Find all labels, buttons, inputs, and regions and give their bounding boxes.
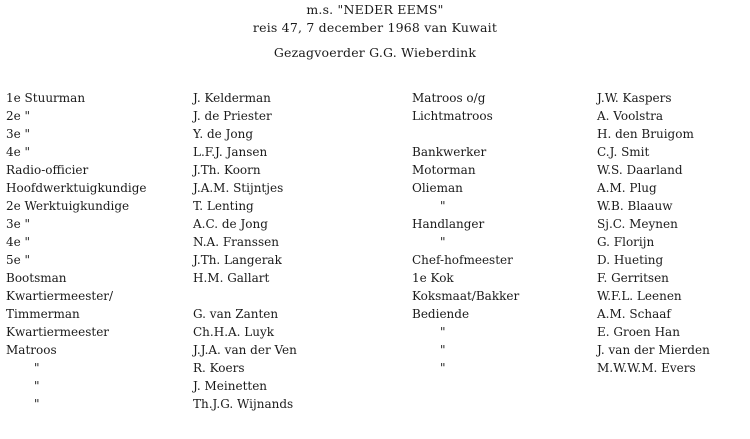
captain-line: Gezagvoerder G.G. Wieberdink — [273, 45, 477, 60]
crew-role: 1e Kok — [412, 271, 454, 285]
crew-role: " — [34, 397, 40, 411]
crew-name: D. Hueting — [597, 253, 664, 267]
crew-name: Sj.C. Meynen — [597, 217, 678, 231]
crew-name: J.J.A. van der Ven — [193, 343, 297, 357]
crew-name: F. Gerritsen — [597, 271, 669, 285]
crew-name: J. de Priester — [193, 109, 272, 123]
crew-role: 4e " — [6, 235, 31, 249]
crew-name: L.F.J. Jansen — [193, 145, 268, 159]
crew-role: 3e " — [6, 127, 31, 141]
crew-name: A. Voolstra — [597, 109, 664, 123]
crew-name: G. van Zanten — [193, 307, 279, 321]
crew-name: E. Groen Han — [597, 325, 680, 339]
crew-role: Bediende — [412, 307, 470, 321]
crew-role: 2e Werktuigkundige — [6, 199, 130, 213]
crew-name: J.Th. Langerak — [193, 253, 282, 267]
crew-role: Lichtmatroos — [412, 109, 493, 123]
crew-role: Bankwerker — [412, 145, 487, 159]
crew-name: J. Meinetten — [193, 379, 268, 393]
crew-role: " — [440, 361, 446, 375]
crew-name: G. Florijn — [597, 235, 655, 249]
crew-name: H.M. Gallart — [193, 271, 270, 285]
crew-name: W.B. Blaauw — [597, 199, 673, 213]
crew-role: 1e Stuurman — [6, 91, 86, 105]
crew-role: " — [440, 343, 446, 357]
crew-role: Olieman — [412, 181, 463, 195]
crew-name: W.F.L. Leenen — [597, 289, 682, 303]
crew-name: C.J. Smit — [597, 145, 650, 159]
crew-role: Handlanger — [412, 217, 485, 231]
crew-role: Timmerman — [6, 307, 80, 321]
crew-role: " — [440, 325, 446, 339]
crew-role: 4e " — [6, 145, 31, 159]
crew-name: A.M. Schaaf — [597, 307, 671, 321]
crew-name: T. Lenting — [193, 199, 254, 213]
crew-name: W.S. Daarland — [597, 163, 683, 177]
crew-role: 5e " — [6, 253, 31, 267]
crew-role: 3e " — [6, 217, 31, 231]
crew-role: Radio-officier — [6, 163, 89, 177]
crew-role: Matroos o/g — [412, 91, 486, 105]
crew-role: Kwartiermeester — [6, 325, 110, 339]
crew-name: Th.J.G. Wijnands — [193, 397, 294, 411]
crew-role: Hoofdwerktuigkundige — [6, 181, 147, 195]
crew-name: A.C. de Jong — [193, 217, 268, 231]
crew-role: Chef-hofmeester — [412, 253, 513, 267]
crew-name: Ch.H.A. Luyk — [193, 325, 275, 339]
crew-name: M.W.W.M. Evers — [597, 361, 696, 375]
crew-name: J. van der Mierden — [597, 343, 710, 357]
crew-role: 2e " — [6, 109, 31, 123]
crew-name: H. den Bruigom — [597, 127, 694, 141]
voyage-line: reis 47, 7 december 1968 van Kuwait — [252, 20, 498, 35]
crew-role: Motorman — [412, 163, 476, 177]
crew-name: J. Kelderman — [193, 91, 271, 105]
crew-name: J.A.M. Stijntjes — [193, 181, 284, 195]
crew-name: R. Koers — [193, 361, 245, 375]
crew-role: Kwartiermeester/ — [6, 289, 114, 303]
crew-role: " — [440, 235, 446, 249]
ship-name: m.s. "NEDER EEMS" — [306, 2, 444, 17]
crew-role: " — [34, 379, 40, 393]
crew-name: J.Th. Koorn — [193, 163, 261, 177]
crew-name: N.A. Franssen — [193, 235, 279, 249]
crew-role: " — [34, 361, 40, 375]
crew-role: Matroos — [6, 343, 57, 357]
crew-name: A.M. Plug — [597, 181, 657, 195]
crew-name: Y. de Jong — [193, 127, 254, 141]
crew-name: J.W. Kaspers — [597, 91, 672, 105]
crew-role: Koksmaat/Bakker — [412, 289, 520, 303]
crew-role: Bootsman — [6, 271, 67, 285]
crew-role: " — [440, 199, 446, 213]
